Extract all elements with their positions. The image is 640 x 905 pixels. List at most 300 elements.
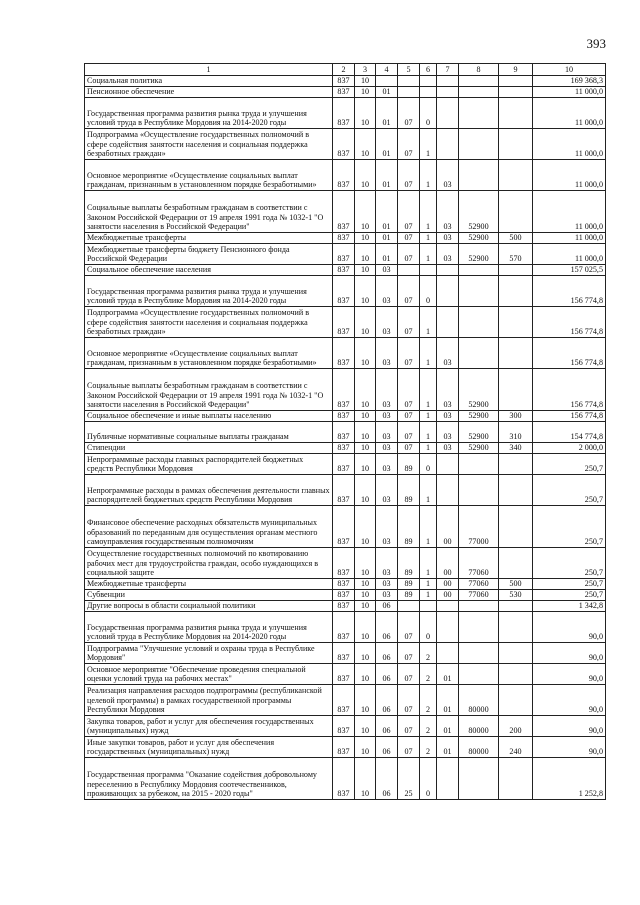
row-code: 01 <box>376 233 398 244</box>
row-name: Финансовое обеспечение расходных обязательств муниципальных образований по переданным для осуществления органам местного самоуправления государственным полномочиям <box>85 506 333 548</box>
row-amount: 250,7 <box>533 590 606 601</box>
row-code: 10 <box>355 664 376 685</box>
row-code: 837 <box>333 506 355 548</box>
row-amount: 169 368,3 <box>533 76 606 87</box>
row-code: 10 <box>355 590 376 601</box>
row-code: 03 <box>437 411 459 422</box>
row-code <box>398 87 420 98</box>
row-code: 07 <box>398 643 420 664</box>
row-code <box>420 76 437 87</box>
table-row <box>85 422 606 443</box>
row-code <box>499 160 533 191</box>
row-code: 837 <box>333 98 355 129</box>
row-code: 2 <box>420 643 437 664</box>
row-code: 07 <box>398 338 420 369</box>
row-code: 03 <box>376 422 398 443</box>
row-name: Субвенции <box>85 590 333 601</box>
row-code: 837 <box>333 685 355 716</box>
row-name: Межбюджетные трансферты <box>85 233 333 244</box>
row-code: 07 <box>398 233 420 244</box>
row-code: 837 <box>333 643 355 664</box>
table-row <box>85 475 606 506</box>
row-code: 10 <box>355 601 376 612</box>
row-code: 06 <box>376 716 398 737</box>
row-name: Основное мероприятие «Осуществление социальных выплат гражданам, признанным в установленном порядке безработными» <box>85 160 333 191</box>
row-name: Подпрограмма «Осуществление государственных полномочий в сфере содействия занятости населения и социальная поддержка безработных граждан» <box>85 129 333 160</box>
row-code: 837 <box>333 601 355 612</box>
row-amount: 90,0 <box>533 643 606 664</box>
row-code <box>499 87 533 98</box>
row-code: 837 <box>333 422 355 443</box>
row-code: 01 <box>376 191 398 233</box>
row-code <box>499 601 533 612</box>
table-row <box>85 76 606 87</box>
row-code: 89 <box>398 506 420 548</box>
row-amount: 11 000,0 <box>533 233 606 244</box>
row-code: 01 <box>437 664 459 685</box>
row-code: 1 <box>420 233 437 244</box>
table-row <box>85 664 606 685</box>
row-code: 837 <box>333 76 355 87</box>
row-code: 837 <box>333 265 355 276</box>
row-code: 07 <box>398 307 420 338</box>
row-code: 530 <box>499 590 533 601</box>
row-amount: 11 000,0 <box>533 98 606 129</box>
row-amount: 250,7 <box>533 475 606 506</box>
row-code: 1 <box>420 475 437 506</box>
table-row <box>85 265 606 276</box>
row-code: 837 <box>333 443 355 454</box>
row-code: 10 <box>355 276 376 307</box>
row-code: 06 <box>376 737 398 758</box>
row-code: 10 <box>355 411 376 422</box>
row-code: 837 <box>333 716 355 737</box>
row-code: 03 <box>376 590 398 601</box>
row-code <box>437 643 459 664</box>
row-name: Социальная политика <box>85 76 333 87</box>
row-code: 10 <box>355 579 376 590</box>
row-code: 25 <box>398 758 420 800</box>
row-code: 77060 <box>459 579 499 590</box>
row-amount: 156 774,8 <box>533 276 606 307</box>
row-code: 07 <box>398 716 420 737</box>
row-code <box>459 307 499 338</box>
row-code <box>437 76 459 87</box>
row-code: 06 <box>376 601 398 612</box>
row-code: 1 <box>420 338 437 369</box>
row-code: 07 <box>398 276 420 307</box>
row-code: 310 <box>499 422 533 443</box>
row-code: 10 <box>355 98 376 129</box>
row-code <box>499 612 533 643</box>
page-number: 393 <box>586 36 606 51</box>
row-code <box>459 87 499 98</box>
row-code: 52900 <box>459 369 499 411</box>
row-code <box>499 265 533 276</box>
row-code: 837 <box>333 369 355 411</box>
row-code: 07 <box>398 737 420 758</box>
row-code <box>420 87 437 98</box>
row-code: 10 <box>355 737 376 758</box>
row-name: Пенсионное обеспечение <box>85 87 333 98</box>
row-amount: 11 000,0 <box>533 244 606 265</box>
row-code: 2 <box>420 685 437 716</box>
row-code: 52900 <box>459 233 499 244</box>
table-row <box>85 601 606 612</box>
row-code: 1 <box>420 369 437 411</box>
row-name: Государственная программа развития рынка труда и улучшения условий труда в Республике Мордовия на 2014-2020 годы <box>85 612 333 643</box>
table-row <box>85 233 606 244</box>
row-code: 03 <box>437 244 459 265</box>
row-code: 77060 <box>459 548 499 579</box>
row-code: 340 <box>499 443 533 454</box>
row-code: 06 <box>376 664 398 685</box>
row-code <box>420 601 437 612</box>
row-code: 10 <box>355 244 376 265</box>
row-code: 03 <box>376 265 398 276</box>
row-amount: 1 342,8 <box>533 601 606 612</box>
row-amount: 250,7 <box>533 548 606 579</box>
row-code: 52900 <box>459 244 499 265</box>
row-name: Непрограммные расходы в рамках обеспечения деятельности главных распорядителей бюджетных средств Республики Мордовия <box>85 475 333 506</box>
row-code <box>499 76 533 87</box>
row-code <box>398 601 420 612</box>
row-code: 03 <box>376 548 398 579</box>
row-code: 500 <box>499 233 533 244</box>
row-name: Межбюджетные трансферты бюджету Пенсионного фонда Российской Федерации <box>85 244 333 265</box>
row-code: 03 <box>376 506 398 548</box>
row-code: 1 <box>420 443 437 454</box>
row-code: 03 <box>376 307 398 338</box>
row-code: 240 <box>499 737 533 758</box>
row-code: 07 <box>398 98 420 129</box>
row-code: 80000 <box>459 737 499 758</box>
row-code: 837 <box>333 87 355 98</box>
row-code: 06 <box>376 758 398 800</box>
row-code <box>459 338 499 369</box>
row-code: 03 <box>376 411 398 422</box>
row-code <box>437 276 459 307</box>
row-code <box>437 265 459 276</box>
row-code: 837 <box>333 612 355 643</box>
row-code: 10 <box>355 758 376 800</box>
column-header: 6 <box>420 64 437 76</box>
row-amount: 90,0 <box>533 685 606 716</box>
row-code: 500 <box>499 579 533 590</box>
table-row <box>85 129 606 160</box>
row-name: Реализация направления расходов подпрограммы (республиканской целевой программы) в рамках государственной программы Республики Мордовия <box>85 685 333 716</box>
row-code <box>499 454 533 475</box>
row-code: 00 <box>437 506 459 548</box>
row-code: 03 <box>376 579 398 590</box>
row-code: 837 <box>333 590 355 601</box>
header-row <box>85 64 606 76</box>
row-code: 10 <box>355 612 376 643</box>
row-code <box>437 475 459 506</box>
row-name: Государственная программа развития рынка труда и улучшения условий труда в Республике Мордовия на 2014-2020 годы <box>85 98 333 129</box>
row-code: 837 <box>333 664 355 685</box>
row-code: 10 <box>355 643 376 664</box>
row-code: 0 <box>420 612 437 643</box>
table-row <box>85 411 606 422</box>
row-name: Основное мероприятие «Осуществление социальных выплат гражданам, признанным в установленном порядке безработными» <box>85 338 333 369</box>
row-code <box>437 612 459 643</box>
row-code: 837 <box>333 307 355 338</box>
row-code: 77060 <box>459 590 499 601</box>
row-code: 89 <box>398 579 420 590</box>
row-code: 10 <box>355 265 376 276</box>
row-code: 0 <box>420 454 437 475</box>
row-code: 837 <box>333 129 355 160</box>
row-code: 00 <box>437 548 459 579</box>
table-row <box>85 191 606 233</box>
row-code: 52900 <box>459 411 499 422</box>
row-code: 01 <box>437 685 459 716</box>
row-code: 1 <box>420 548 437 579</box>
row-code: 80000 <box>459 685 499 716</box>
budget-table <box>84 63 606 800</box>
row-code: 07 <box>398 411 420 422</box>
row-amount: 250,7 <box>533 454 606 475</box>
row-code <box>437 87 459 98</box>
row-code <box>499 758 533 800</box>
row-code: 77000 <box>459 506 499 548</box>
row-code: 01 <box>376 129 398 160</box>
row-code: 1 <box>420 129 437 160</box>
row-code: 200 <box>499 716 533 737</box>
row-code: 07 <box>398 443 420 454</box>
row-code: 07 <box>398 422 420 443</box>
column-header: 5 <box>398 64 420 76</box>
row-amount: 156 774,8 <box>533 369 606 411</box>
row-code: 07 <box>398 664 420 685</box>
row-code: 2 <box>420 664 437 685</box>
row-code: 03 <box>437 191 459 233</box>
row-code: 89 <box>398 454 420 475</box>
row-code: 1 <box>420 411 437 422</box>
row-code: 0 <box>420 276 437 307</box>
row-code <box>398 265 420 276</box>
row-code: 837 <box>333 475 355 506</box>
row-code: 837 <box>333 758 355 800</box>
row-code: 03 <box>437 160 459 191</box>
row-code: 1 <box>420 244 437 265</box>
table-row <box>85 369 606 411</box>
row-code: 837 <box>333 160 355 191</box>
row-amount: 90,0 <box>533 612 606 643</box>
row-name: Основное мероприятие "Обеспечение проведения специальной оценки условий труда на рабочих местах" <box>85 664 333 685</box>
row-code: 10 <box>355 506 376 548</box>
row-code: 10 <box>355 87 376 98</box>
column-header: 9 <box>499 64 533 76</box>
row-code: 80000 <box>459 716 499 737</box>
row-code: 0 <box>420 758 437 800</box>
row-name: Закупка товаров, работ и услуг для обеспечения государственных (муниципальных) нужд <box>85 716 333 737</box>
row-code: 1 <box>420 579 437 590</box>
row-code: 837 <box>333 548 355 579</box>
row-code: 89 <box>398 475 420 506</box>
row-code: 570 <box>499 244 533 265</box>
row-name: Непрограммные расходы главных распорядителей бюджетных средств Республики Мордовия <box>85 454 333 475</box>
row-name: Социальное обеспечение и иные выплаты населению <box>85 411 333 422</box>
row-code <box>499 98 533 129</box>
row-code: 89 <box>398 590 420 601</box>
table-row <box>85 98 606 129</box>
row-amount: 11 000,0 <box>533 87 606 98</box>
row-amount: 90,0 <box>533 737 606 758</box>
row-code: 10 <box>355 443 376 454</box>
column-header: 3 <box>355 64 376 76</box>
row-code: 07 <box>398 191 420 233</box>
row-code: 06 <box>376 685 398 716</box>
row-code <box>499 129 533 160</box>
row-amount: 156 774,8 <box>533 307 606 338</box>
table-row <box>85 590 606 601</box>
row-code <box>499 307 533 338</box>
row-code <box>499 276 533 307</box>
row-code: 837 <box>333 191 355 233</box>
row-code: 10 <box>355 454 376 475</box>
row-code <box>376 76 398 87</box>
column-header: 4 <box>376 64 398 76</box>
table-row <box>85 643 606 664</box>
row-code: 06 <box>376 612 398 643</box>
row-code: 10 <box>355 548 376 579</box>
table-row <box>85 87 606 98</box>
row-code: 837 <box>333 411 355 422</box>
row-code: 03 <box>376 443 398 454</box>
row-code <box>459 454 499 475</box>
row-name: Другие вопросы в области социальной политики <box>85 601 333 612</box>
column-header: 2 <box>333 64 355 76</box>
row-code: 03 <box>437 422 459 443</box>
row-code: 52900 <box>459 443 499 454</box>
row-name: Подпрограмма "Улучшение условий и охраны труда в Республике Мордовия" <box>85 643 333 664</box>
row-amount: 1 252,8 <box>533 758 606 800</box>
row-amount: 154 774,8 <box>533 422 606 443</box>
row-code: 10 <box>355 716 376 737</box>
row-name: Социальное обеспечение населения <box>85 265 333 276</box>
row-code <box>437 98 459 129</box>
row-code: 03 <box>376 369 398 411</box>
table-row <box>85 506 606 548</box>
row-code <box>499 548 533 579</box>
table-row <box>85 758 606 800</box>
row-code: 07 <box>398 685 420 716</box>
row-code: 837 <box>333 737 355 758</box>
row-code: 837 <box>333 579 355 590</box>
row-code <box>499 369 533 411</box>
row-code: 07 <box>398 244 420 265</box>
row-code: 10 <box>355 76 376 87</box>
row-code: 2 <box>420 716 437 737</box>
row-name: Социальные выплаты безработным гражданам в соответствии с Законом Российской Федерации от 19 апреля 1991 года № 1032-1 "О занятости населения в Российской Федерации" <box>85 369 333 411</box>
row-amount: 90,0 <box>533 716 606 737</box>
row-name: Публичные нормативные социальные выплаты гражданам <box>85 422 333 443</box>
row-code <box>459 76 499 87</box>
row-code <box>499 338 533 369</box>
row-code <box>398 76 420 87</box>
table-row <box>85 548 606 579</box>
row-code: 1 <box>420 160 437 191</box>
row-code: 03 <box>376 276 398 307</box>
row-name: Осуществление государственных полномочий по квотированию рабочих мест для трудоустройства граждан, особо нуждающихся в социальной защите <box>85 548 333 579</box>
table-row <box>85 685 606 716</box>
column-header: 8 <box>459 64 499 76</box>
row-code: 10 <box>355 307 376 338</box>
row-code: 03 <box>376 338 398 369</box>
row-code: 03 <box>437 233 459 244</box>
row-code: 03 <box>376 454 398 475</box>
row-code: 0 <box>420 98 437 129</box>
row-name: Государственная программа развития рынка труда и улучшения условий труда в Республике Мордовия на 2014-2020 годы <box>85 276 333 307</box>
row-code <box>459 612 499 643</box>
row-code: 01 <box>376 98 398 129</box>
row-code <box>459 98 499 129</box>
table-row <box>85 716 606 737</box>
table-row <box>85 276 606 307</box>
column-header: 1 <box>85 64 333 76</box>
table-row <box>85 443 606 454</box>
row-name: Подпрограмма «Осуществление государственных полномочий в сфере содействия занятости населения и социальная поддержка безработных граждан» <box>85 307 333 338</box>
row-code <box>437 454 459 475</box>
row-code: 10 <box>355 685 376 716</box>
row-code <box>459 758 499 800</box>
row-code: 837 <box>333 233 355 244</box>
row-code: 00 <box>437 579 459 590</box>
row-amount: 11 000,0 <box>533 191 606 233</box>
row-code <box>437 129 459 160</box>
row-code: 10 <box>355 233 376 244</box>
row-code: 837 <box>333 244 355 265</box>
row-code <box>499 664 533 685</box>
row-code <box>459 276 499 307</box>
row-code: 01 <box>376 160 398 191</box>
row-code: 10 <box>355 160 376 191</box>
table-row <box>85 307 606 338</box>
row-code <box>499 506 533 548</box>
row-code <box>499 191 533 233</box>
row-code: 1 <box>420 422 437 443</box>
row-code: 52900 <box>459 191 499 233</box>
row-code: 1 <box>420 307 437 338</box>
row-code: 01 <box>376 87 398 98</box>
row-code: 10 <box>355 191 376 233</box>
row-code <box>459 160 499 191</box>
row-code <box>459 129 499 160</box>
row-code <box>437 758 459 800</box>
row-code: 07 <box>398 369 420 411</box>
row-code: 07 <box>398 129 420 160</box>
row-name: Социальные выплаты безработным гражданам в соответствии с Законом Российской Федерации от 19 апреля 1991 года № 1032-1 "О занятости населения в Российской Федерации" <box>85 191 333 233</box>
row-code <box>437 307 459 338</box>
row-amount: 11 000,0 <box>533 129 606 160</box>
row-code <box>459 643 499 664</box>
row-amount: 156 774,8 <box>533 338 606 369</box>
table-row <box>85 160 606 191</box>
row-code <box>459 265 499 276</box>
row-code: 00 <box>437 590 459 601</box>
row-code: 52900 <box>459 422 499 443</box>
row-code: 07 <box>398 612 420 643</box>
table-row <box>85 244 606 265</box>
row-code <box>437 601 459 612</box>
row-code: 03 <box>437 338 459 369</box>
row-code: 10 <box>355 369 376 411</box>
row-amount: 250,7 <box>533 579 606 590</box>
column-header: 7 <box>437 64 459 76</box>
row-code: 10 <box>355 338 376 369</box>
